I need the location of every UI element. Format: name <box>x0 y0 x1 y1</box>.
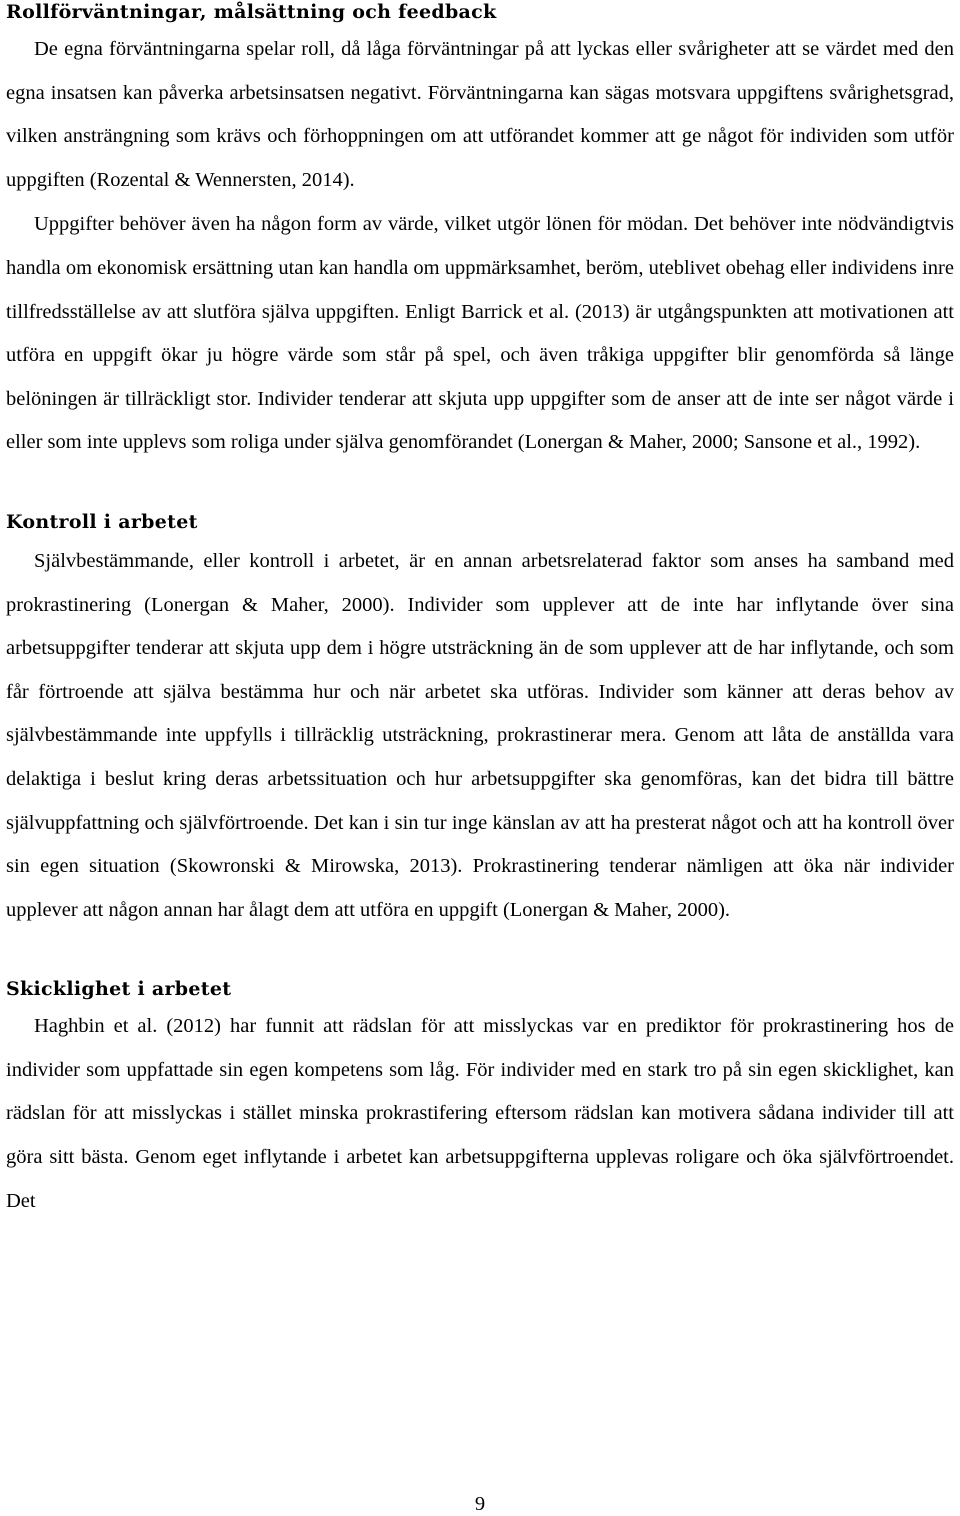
document-page <box>6 0 954 1223</box>
paragraph-expectations: De egna förväntningarna spelar roll, då låga förväntningar på att lyckas eller svårigheter att se värdet med den egna insatsen kan påverka arbetsinsatsen negativt. Förväntningarna kan sägas motsvara uppgiftens svårighetsgrad, vilken ansträngning som krävs och förhoppningen om att utförandet kommer att ge något för individen som utför uppgiften (Rozental & Wennersten, 2014). <box>6 38 954 191</box>
section-heading-roles: Rollförväntningar, målsättning och feedback <box>6 1 497 23</box>
section-heading-skill: Skicklighet i arbetet <box>6 978 232 1001</box>
paragraph-task-value: Uppgifter behöver även ha någon form av värde, vilket utgör lönen för mödan. Det behöver inte nödvändigtvis handla om ekonomisk ersättning utan kan handla om uppmärksamhet, beröm, uteblivet obehag eller individens inre tillfredsställelse av att slutföra själva uppgiften. Enligt Barrick et al. (2013) är utgångspunkten att motivationen att utföra en uppgift ökar ju högre värde som står på spel, och även tråkiga uppgifter blir genomförda så länge belöningen är tillräckligt stor. Individer tenderar att skjuta upp uppgifter som de anser att de inte ser något värde i eller som inte upplevs som roliga under själva genomförandet (Lonergan & Maher, 2000; Sansone et al., 1992). <box>6 213 954 454</box>
paragraph-self-determination: Självbestämmande, eller kontroll i arbetet, är en annan arbetsrelaterad faktor som anses ha samband med prokrastinering (Lonergan & Maher, 2000). Individer som upplever att de inte har inflytande över sina arbetsuppgifter tenderar att skjuta upp dem i högre utsträckning än de som upplever att de har inflytande, och som får förtroende att själva bestämma hur och när arbetet ska utföras. Individer som känner att deras behov av självbestämmande inte uppfylls i tillräcklig utsträckning, prokrastinerar mera. Genom att låta de anställda vara delaktiga i beslut kring deras arbetssituation och hur arbetsuppgifter ska genomföras, kan det bidra till bättre självuppfattning och självförtroende. Det kan i sin tur inge känslan av att ha presterat något och att ha kontroll över sin egen situation (Skowronski & Mirowska, 2013). Prokrastinering tenderar nämligen att öka när individer upplever att någon annan har ålagt dem att utföra en uppgift (Lonergan & Maher, 2000). <box>6 549 954 921</box>
section-heading-control: Kontroll i arbetet <box>6 510 198 533</box>
page-number: 9 <box>474 1493 486 1515</box>
paragraph-fear-of-failure: Haghbin et al. (2012) har funnit att rädslan för att misslyckas var en prediktor för prokrastinering hos de individer som uppfattade sin egen kompetens som låg. För individer med en stark tro på sin egen skicklighet, kan rädslan för att misslyckas i stället minska prokrastifering eftersom rädslan kan motivera sådana individer till att göra sitt bästa. Genom eget inflytande i arbetet kan arbetsuppgifterna upplevas roligare och öka självförtroendet. Det <box>6 1015 954 1212</box>
